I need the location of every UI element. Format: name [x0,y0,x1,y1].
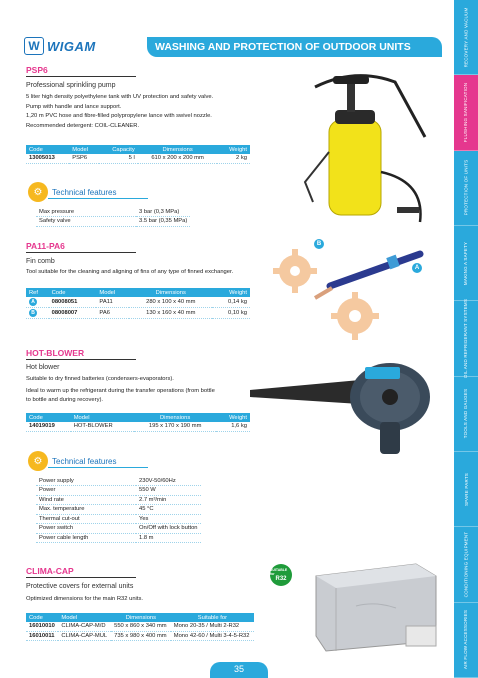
psp6-title: PSP6 [26,65,48,75]
pa11-subtitle: Fin comb [26,258,55,265]
sidebar-tab[interactable]: AIR FLOW ACCESSORIES [454,603,478,678]
psp6-specs: Max pressure 3 bar (0,3 MPa) Safety valve 3.5 bar (0,35 MPa) [36,207,190,227]
hot-blower-image [240,352,440,462]
wigam-logo-mark-icon: W [24,37,44,55]
table-row: 16010010 CLIMA-CAP-M/D 550 x 860 x 340 mm Mono 20-35 / Multi 2-R32 [26,622,254,631]
pa11-table: Ref Code Model Dimensions Weight A 08008051 PA11 280 x 100 x 40 mm 0,14 kg B 08008007 PA6 130 x 160 x 40 mm 0,10 kg [26,288,250,319]
sidebar-tab[interactable]: FLUSHING SANIFICATION [454,75,478,150]
blower-subtitle: Hot blower [26,364,60,371]
blower-table: Code Model Dimensions Weight 14019019 HOT-BLOWER 195 x 170 x 190 mm 1,6 kg [26,413,250,432]
image-label-b: B [314,239,324,249]
psp6-description: 5 liter high density polyethylene tank with UV protection and safety valve. Pump with handle and lance support. 1,20 m PVC hose and fibre-filled polypropylene lance with swivel nozzle. Recommended detergent: COIL-CLEANER. [26,94,214,129]
sidebar-tab[interactable]: TOOLS AND GAUGES [454,377,478,452]
blower-rule [26,359,136,360]
gear-icon: ⚙ [28,451,48,471]
pa11-title: PA11-PA6 [26,241,65,251]
climacap-title: CLIMA-CAP [26,566,74,576]
climacap-subtitle: Protective covers for external units [26,583,134,590]
sidebar-tab[interactable]: CONDITIONING EQUIPMENT [454,527,478,602]
sidebar-tab[interactable]: SPARE PARTS [454,452,478,527]
clima-cap-image [296,556,446,656]
blower-specs: Power supply 230V-50/60Hz Power 550 W Wind rate 2.7 m³/min Max. temperature 45 °C Thermal cut-out Yes Power switch On/Off with lock button Power cable length 1.8 m [36,476,201,543]
blower-title: HOT-BLOWER [26,348,85,358]
table-row: 14019019 HOT-BLOWER 195 x 170 x 190 mm 1,6 kg [26,422,250,431]
brand-logo [24,36,118,56]
psp6-tech-header: ⚙ Technical features [28,182,116,202]
gear-icon: ⚙ [28,182,48,202]
blower-description: Suitable to dry finned batteries (condensers-evaporators). Ideal to warm up the refrigerant during the transfer operations (from bottle to bottle and during recovery). [26,376,215,403]
blower-tech-header: ⚙ Technical features [28,451,116,471]
table-row: A 08008051 PA11 280 x 100 x 40 mm 0,14 kg [26,297,250,308]
page-number: 35 [210,662,268,678]
table-row: 13005013 PSP6 5 l 610 x 200 x 200 mm 2 kg [26,154,250,163]
table-row: B 08008007 PA6 130 x 160 x 40 mm 0,10 kg [26,308,250,319]
climacap-description: Optimized dimensions for the main R32 units. [26,596,143,602]
psp6-table: Code Model Capacity Dimensions Weight 13005013 PSP6 5 l 610 x 200 x 200 mm 2 kg [26,145,250,164]
image-label-a: A [412,263,422,273]
sidebar-tab[interactable]: MAKING A SAFETY [454,226,478,301]
sidebar-tab[interactable]: OIL AND REFRIGERANT SYSTEMS [454,301,478,376]
pa11-rule [26,252,136,253]
psp6-rule [26,76,136,77]
sidebar-tab[interactable]: PROTECTION OF UNITS [454,151,478,226]
sidebar-tab[interactable]: RECOVERY AND VACUUM [454,0,478,75]
page-title: WASHING AND PROTECTION OF OUTDOOR UNITS [147,37,442,57]
table-row: 16010011 CLIMA-CAP-MUL 735 x 980 x 400 mm Mono 42-60 / Multi 3-4-5-R32 [26,631,254,640]
r32-suitable-seal: SUITABLE for R32 [270,564,292,586]
climacap-table: Code Model Dimensions Suitable for 16010010 CLIMA-CAP-M/D 550 x 860 x 340 mm Mono 20-35 / Multi 2-R32 16010011 CLIMA-CAP-MUL 735 x 980 x 400 mm Mono 42-60 / Multi 3-4-5-R32 [26,613,254,641]
climacap-rule [26,577,136,578]
sprayer-image [285,62,435,232]
fin-comb-image [270,236,440,346]
psp6-subtitle: Professional sprinkling pump [26,82,116,89]
brand-name: WIGAM [47,38,96,54]
section-sidebar [454,0,478,678]
pa11-description: Tool suitable for the cleaning and aligning of fins of any type of finned exchanger. [26,269,234,275]
